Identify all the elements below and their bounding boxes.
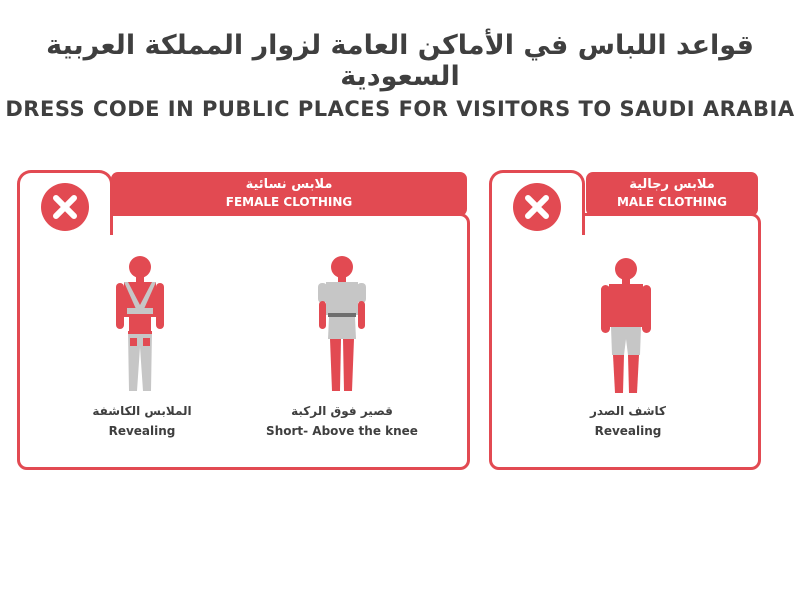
caption-revealing-male-english: Revealing — [594, 424, 662, 438]
male-clothing-banner — [586, 172, 758, 216]
male-label-arabic: ملابس رجالية — [629, 177, 715, 192]
caption-short-english: Short- Above the knee — [266, 424, 418, 438]
male-label-english: MALE CLOTHING — [616, 195, 728, 209]
female-x-badge-frame — [17, 170, 113, 235]
female-label-english: FEMALE CLOTHING — [225, 195, 353, 209]
caption-revealing-male-arabic: كاشف الصدر — [589, 404, 667, 418]
title-english: DRESS CODE IN PUBLIC PLACES FOR VISITORS TO SAUDI ARABIA — [5, 97, 795, 121]
x-icon — [513, 183, 561, 231]
caption-short-arabic: قصير فوق الركبة — [291, 404, 393, 418]
caption-revealing-female-english: Revealing — [108, 424, 176, 438]
short-dress-woman-figure-icon — [314, 255, 370, 395]
female-label-arabic: ملابس نسائية — [245, 177, 333, 192]
female-clothing-banner — [111, 172, 467, 216]
revealing-woman-figure-icon — [112, 255, 168, 395]
male-x-badge-frame — [489, 170, 585, 235]
shirtless-man-figure-icon — [598, 257, 654, 397]
caption-revealing-female-arabic: الملابس الكاشفة — [92, 404, 192, 418]
x-icon — [41, 183, 89, 231]
title-arabic: قواعد اللباس في الأماكن العامة لزوار المملكة العربية السعودية — [46, 30, 754, 92]
